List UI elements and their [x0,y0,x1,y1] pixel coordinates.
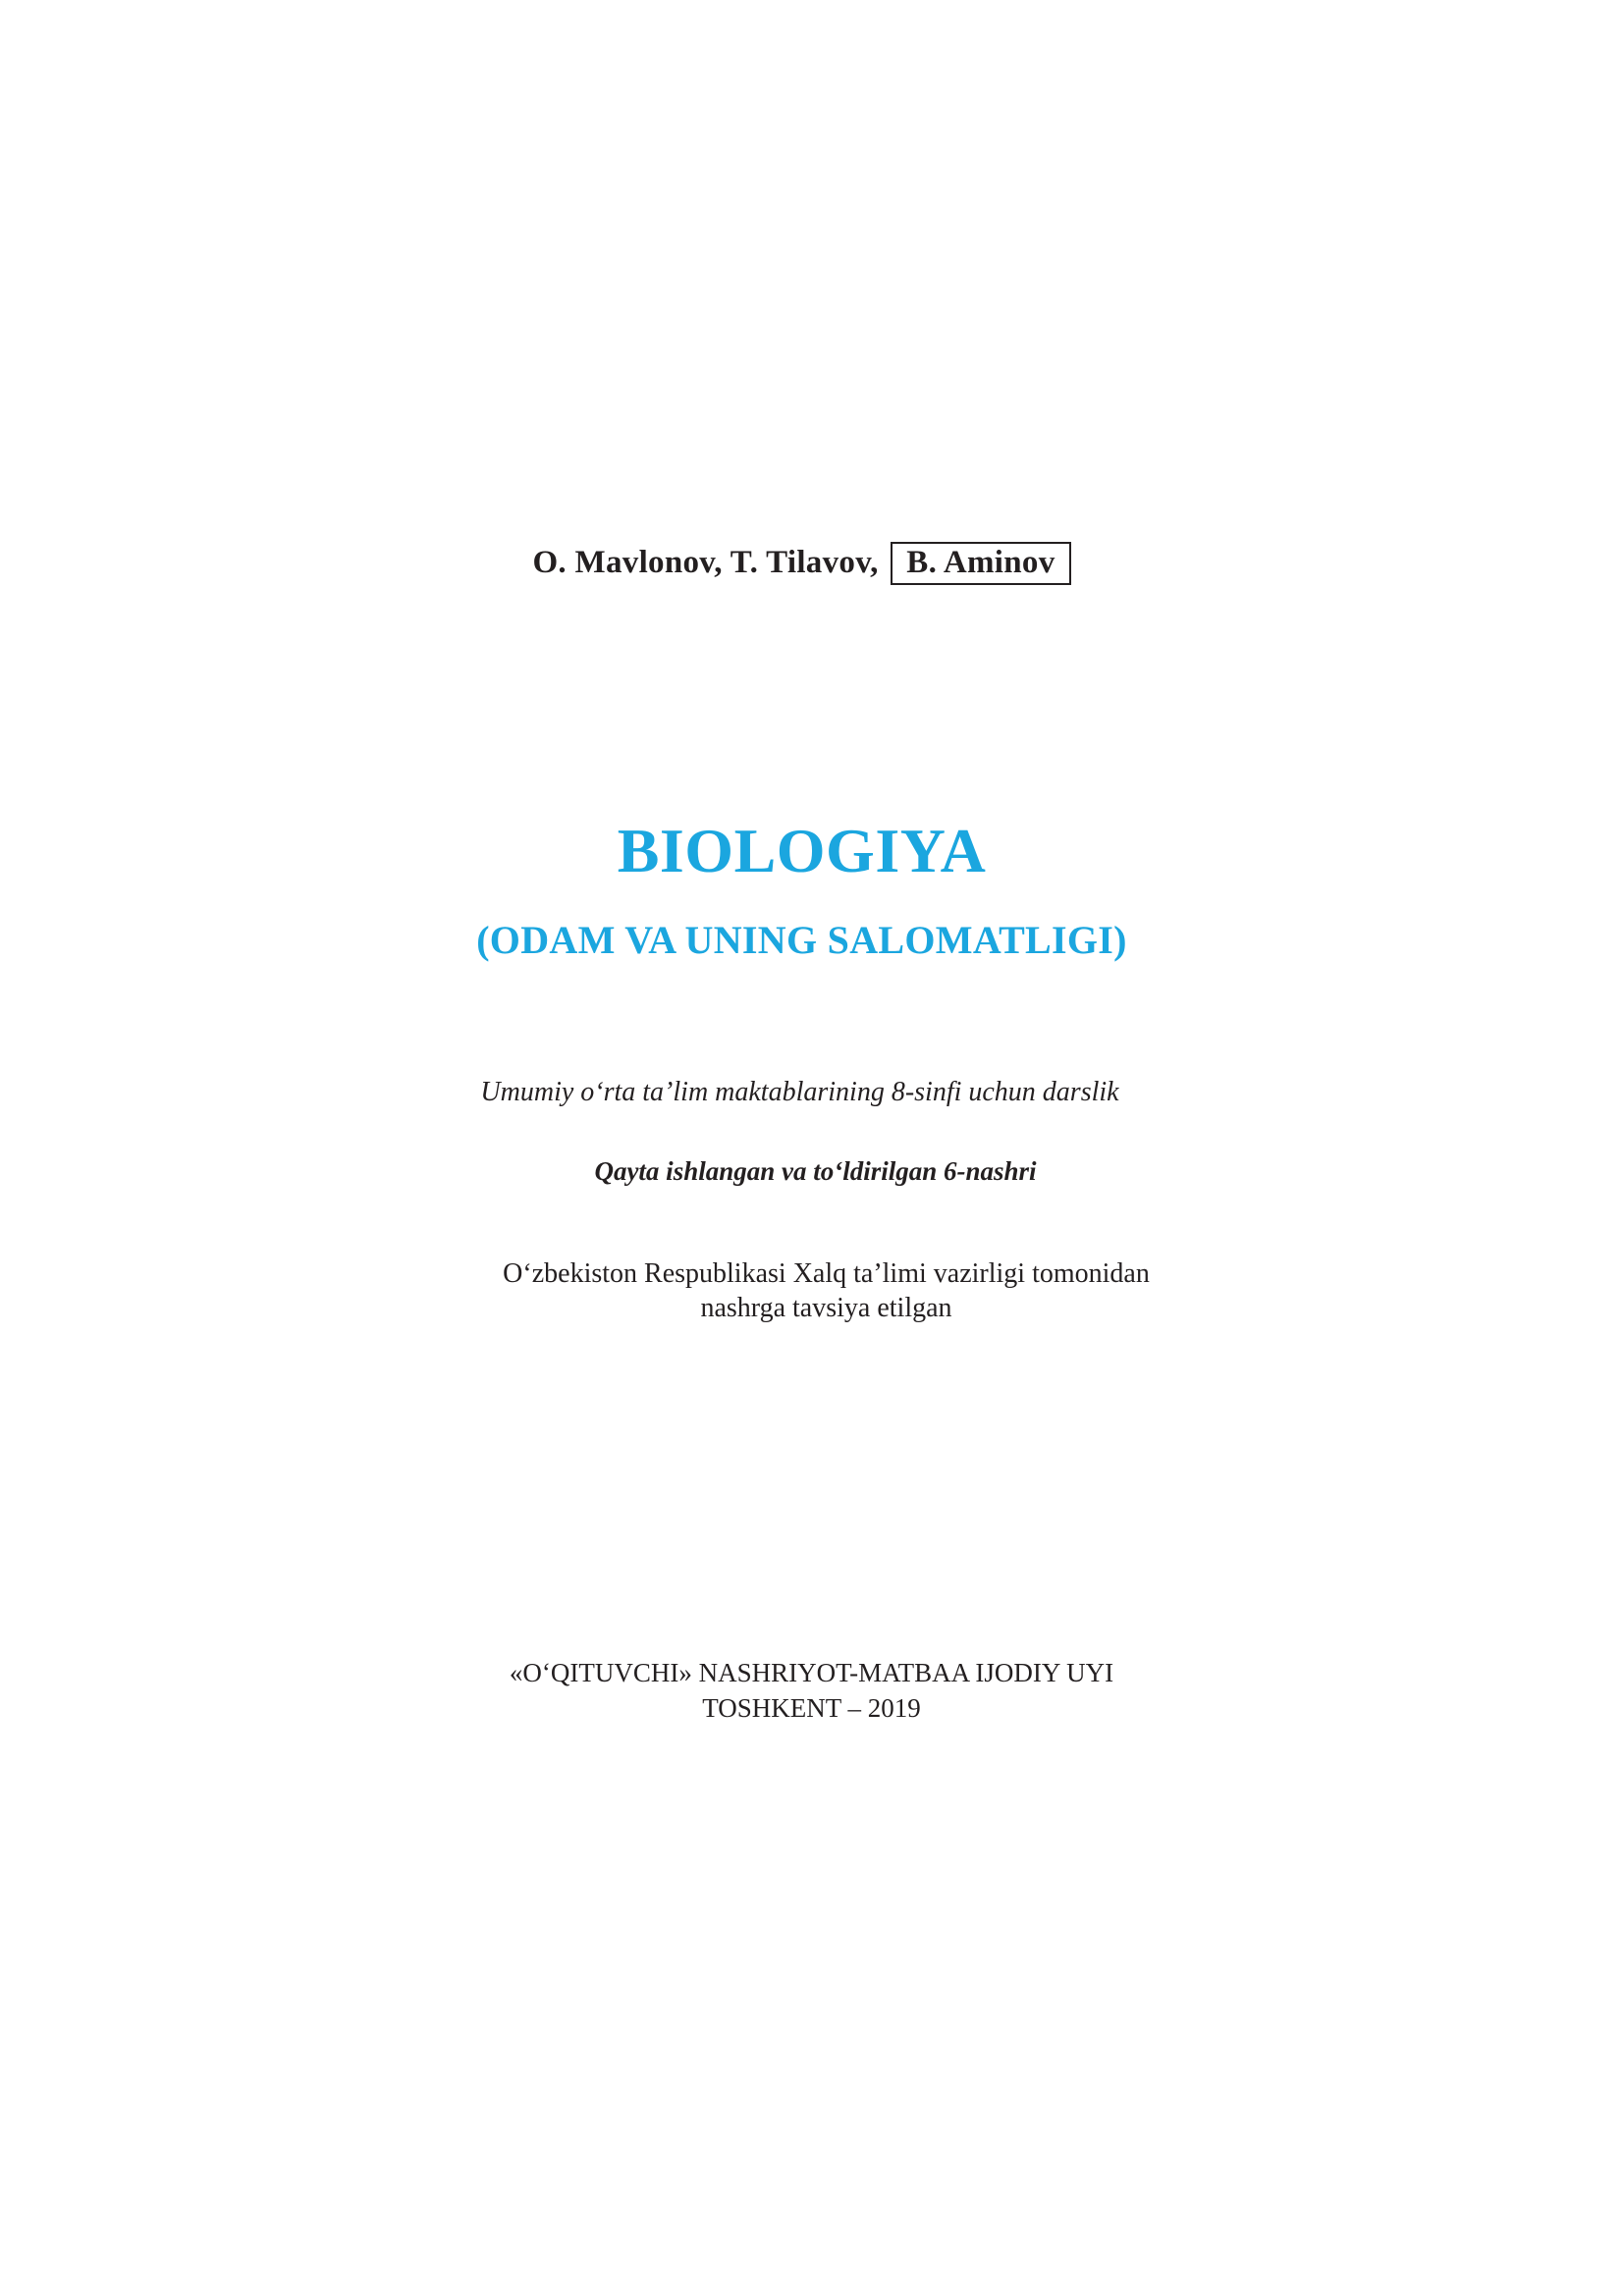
book-subtitle: (ODAM VA UNING SALOMATLIGI) [476,918,1127,962]
publisher-place-year: TOSHKENT – 2019 [702,1693,921,1723]
book-purpose: Umumiy o‘rta ta’lim maktablarining 8-sinfi uchun darslik [480,1077,1119,1107]
approval-line-2: nashrga tavsiya etilgan [700,1293,952,1323]
book-title: BIOLOGIYA [617,816,987,885]
approval-line-1: O‘zbekiston Respublikasi Xalq ta’limi vazirligi tomonidan [503,1258,1150,1289]
boxed-author-name: B. Aminov [891,542,1070,585]
authors-line [0,542,1613,585]
publisher-block [0,1655,1623,1726]
edition-note: Qayta ishlangan va to‘ldirilgan 6-nashri [594,1156,1037,1186]
approval-note [15,1256,1623,1325]
publisher-name: «O‘QITUVCHI» NASHRIYOT-MATBAA IJODIY UYI [509,1658,1114,1687]
author-names: O. Mavlonov, T. Tilavov, [532,545,879,580]
